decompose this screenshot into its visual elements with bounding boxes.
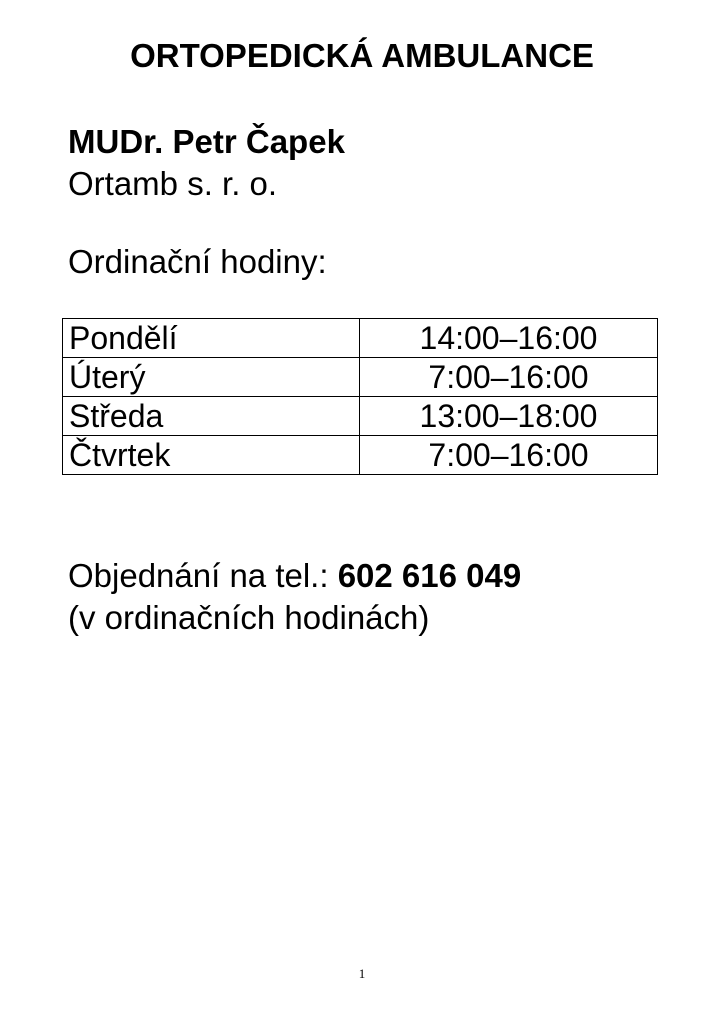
day-cell: Úterý <box>63 358 360 397</box>
hours-cell: 7:00–16:00 <box>360 436 658 475</box>
day-cell: Pondělí <box>63 319 360 358</box>
page-title: ORTOPEDICKÁ AMBULANCE <box>130 37 594 74</box>
booking-label: Objednání na tel.: <box>68 557 338 594</box>
table-row <box>63 319 658 358</box>
doctor-name: MUDr. Petr Čapek <box>68 123 345 160</box>
company-name: Ortamb s. r. o. <box>68 165 278 202</box>
table-row <box>63 358 658 397</box>
phone-number: 602 616 049 <box>337 557 522 594</box>
hours-cell: 13:00–18:00 <box>360 397 658 436</box>
table-row <box>63 397 658 436</box>
booking-note: (v ordinačních hodinách) <box>68 599 430 636</box>
table-row <box>63 436 658 475</box>
office-hours-heading: Ordinační hodiny: <box>68 243 327 280</box>
office-hours-table <box>62 318 658 475</box>
booking-line <box>68 556 521 596</box>
hours-cell: 14:00–16:00 <box>360 319 658 358</box>
day-cell: Středa <box>63 397 360 436</box>
day-cell: Čtvrtek <box>63 436 360 475</box>
page-number: 1 <box>358 966 366 981</box>
hours-cell: 7:00–16:00 <box>360 358 658 397</box>
